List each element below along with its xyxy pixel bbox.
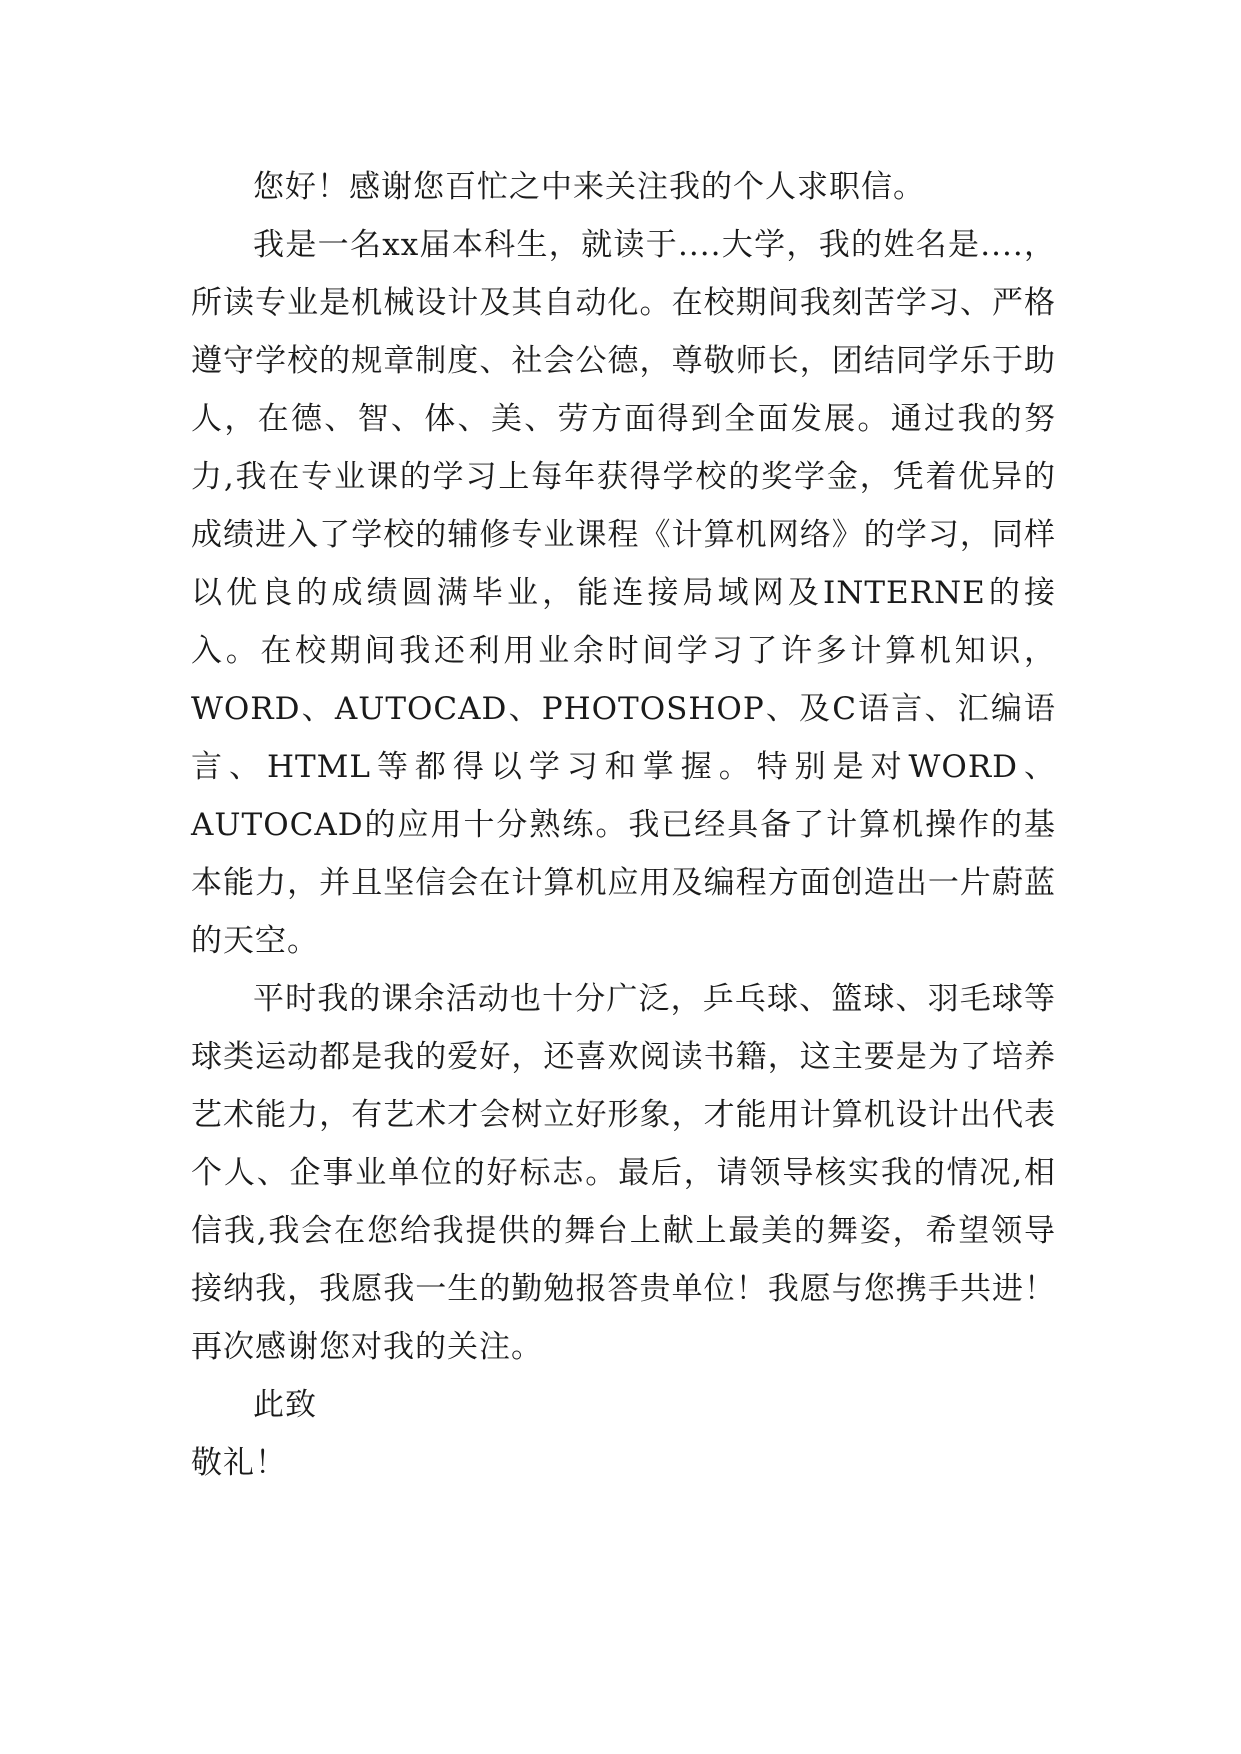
paragraph-education: 我是一名xx届本科生，就读于....大学，我的姓名是....，所读专业是机械设计及其自动化。在校期间我刻苦学习、严格遵守学校的规章制度、社会公德，尊敬师长，团结同学乐于助人，在德、智、体、美、劳方面得到全面发展。通过我的努力,我在专业课的学习上每年获得学校的奖学金，凭着优异的成绩进入了学校的辅修专业课程《计算机网络》的学习，同样以优良的成绩圆满毕业，能连接局域网及INTERNE的接入。在校期间我还利用业余时间学习了许多计算机知识，WORD、AUTOCAD、PHOTOSHOP、及C语言、汇编语言、HTML等都得以学习和掌握。特别是对WORD、AUTOCAD的应用十分熟练。我已经具备了计算机操作的基本能力，并且坚信会在计算机应用及编程方面创造出一片蔚蓝的天空。 (191, 227, 1056, 959)
greeting-line: 您好！感谢您百忙之中来关注我的个人求职信。 (253, 169, 925, 205)
letter-body (191, 158, 1056, 1492)
paragraph-activities: 平时我的课余活动也十分广泛，乒乓球、篮球、羽毛球等球类运动都是我的爱好，还喜欢阅读书籍，这主要是为了培养艺术能力，有艺术才会树立好形象，才能用计算机设计出代表个人、企事业单位的好标志。最后，请领导核实我的情况,相信我,我会在您给我提供的舞台上献上最美的舞姿，希望领导接纳我，我愿我一生的勤勉报答贵单位！我愿与您携手共进！再次感谢您对我的关注。 (191, 981, 1056, 1365)
salutation-line: 敬礼！ (191, 1445, 287, 1481)
closing-line: 此致 (253, 1387, 317, 1423)
